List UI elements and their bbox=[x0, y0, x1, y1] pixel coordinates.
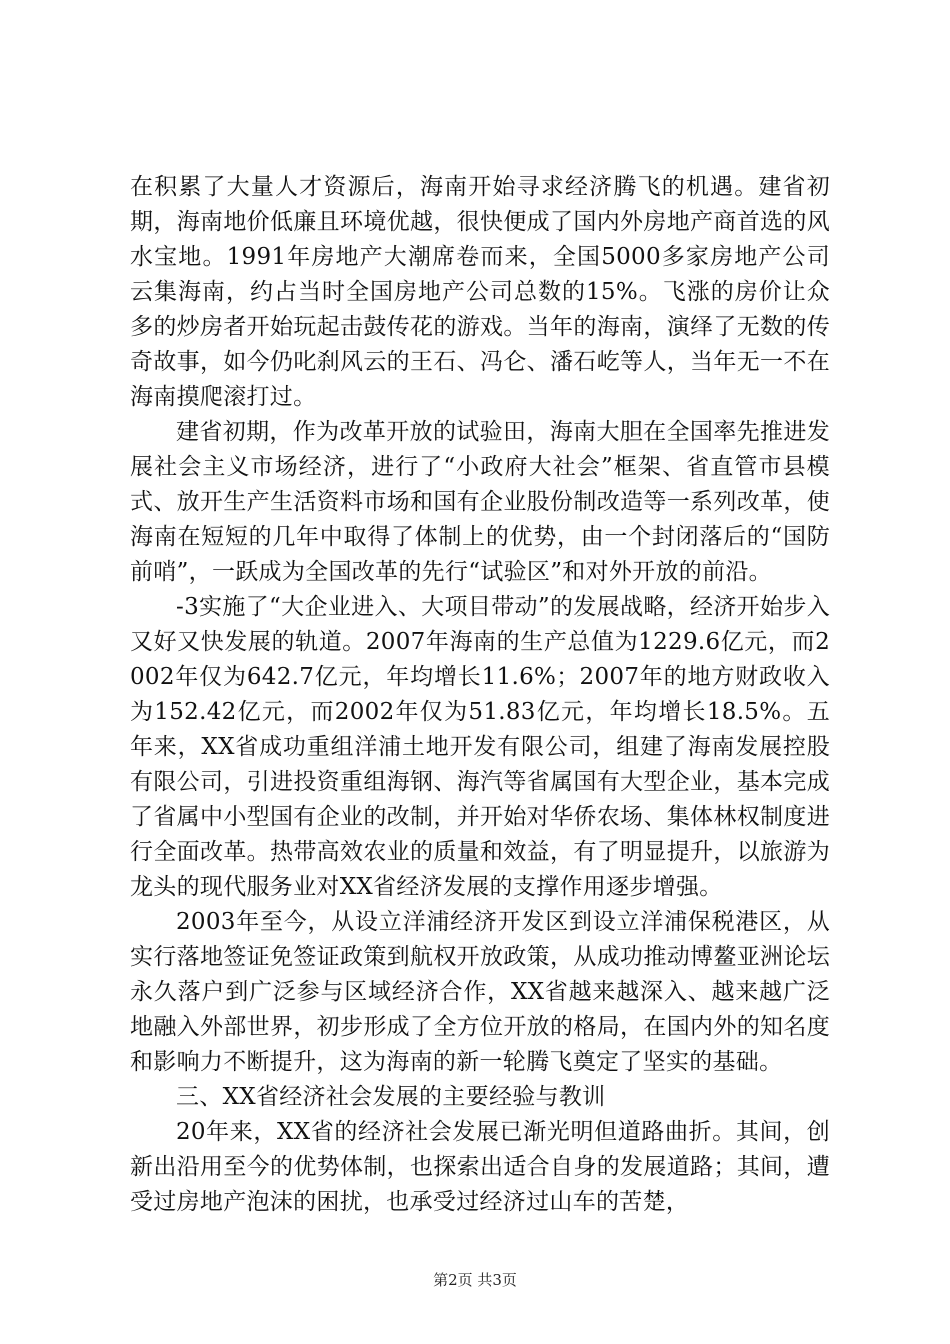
document-body bbox=[130, 170, 830, 1220]
paragraph-3: -3实施了“大企业进入、大项目带动”的发展战略，经济开始步入又好又快发展的轨道。2007年海南的生产总值为1229.6亿元，而2002年仅为642.7亿元，年均增长11.6%；2007年的地方财政收入为152.42亿元，而2002年仅为51.83亿元，年均增长18.5%。五年来，XX省成功重组洋浦土地开发有限公司，组建了海南发展控股有限公司，引进投资重组海钢、海汽等省属国有大型企业，基本完成了省属中小型国有企业的改制，并开始对华侨农场、集体林权制度进行全面改革。热带高效农业的质量和效益，有了明显提升，以旅游为龙头的现代服务业对XX省经济发展的支撑作用逐步增强。 bbox=[130, 594, 830, 900]
paragraph-2: 建省初期，作为改革开放的试验田，海南大胆在全国率先推进发展社会主义市场经济，进行了“小政府大社会”框架、省直管市县模式、放开生产生活资料市场和国有企业股份制改造等一系列改革，使海南在短短的几年中取得了体制上的优势，由一个封闭落后的“国防前哨”，一跃成为全国改革的先行“试验区”和对外开放的前沿。 bbox=[130, 419, 830, 585]
section-heading: 三、XX省经济社会发展的主要经验与教训 bbox=[176, 1084, 606, 1110]
paragraph-5: 20年来，XX省的经济社会发展已渐光明但道路曲折。其间，创新出沿用至今的优势体制，也探索出适合自身的发展道路；其间，遭受过房地产泡沫的困扰，也承受过经济过山车的苦楚， bbox=[130, 1119, 830, 1215]
page-number-footer: 第2页 共3页 bbox=[433, 1271, 517, 1289]
paragraph-4: 2003年至今，从设立洋浦经济开发区到设立洋浦保税港区，从实行落地签证免签证政策到航权开放政策，从成功推动博鳌亚洲论坛永久落户到广泛参与区域经济合作，XX省越来越深入、越来越广泛地融入外部世界，初步形成了全方位开放的格局，在国内外的知名度和影响力不断提升，这为海南的新一轮腾飞奠定了坚实的基础。 bbox=[130, 909, 830, 1075]
paragraph-1: 在积累了大量人才资源后，海南开始寻求经济腾飞的机遇。建省初期，海南地价低廉且环境优越，很快便成了国内外房地产商首选的风水宝地。1991年房地产大潮席卷而来，全国5000多家房地产公司云集海南，约占当时全国房地产公司总数的15%。飞涨的房价让众多的炒房者开始玩起击鼓传花的游戏。当年的海南，演绎了无数的传奇故事，如今仍叱刹风云的王石、冯仑、潘石屹等人，当年无一不在海南摸爬滚打过。 bbox=[130, 174, 830, 410]
